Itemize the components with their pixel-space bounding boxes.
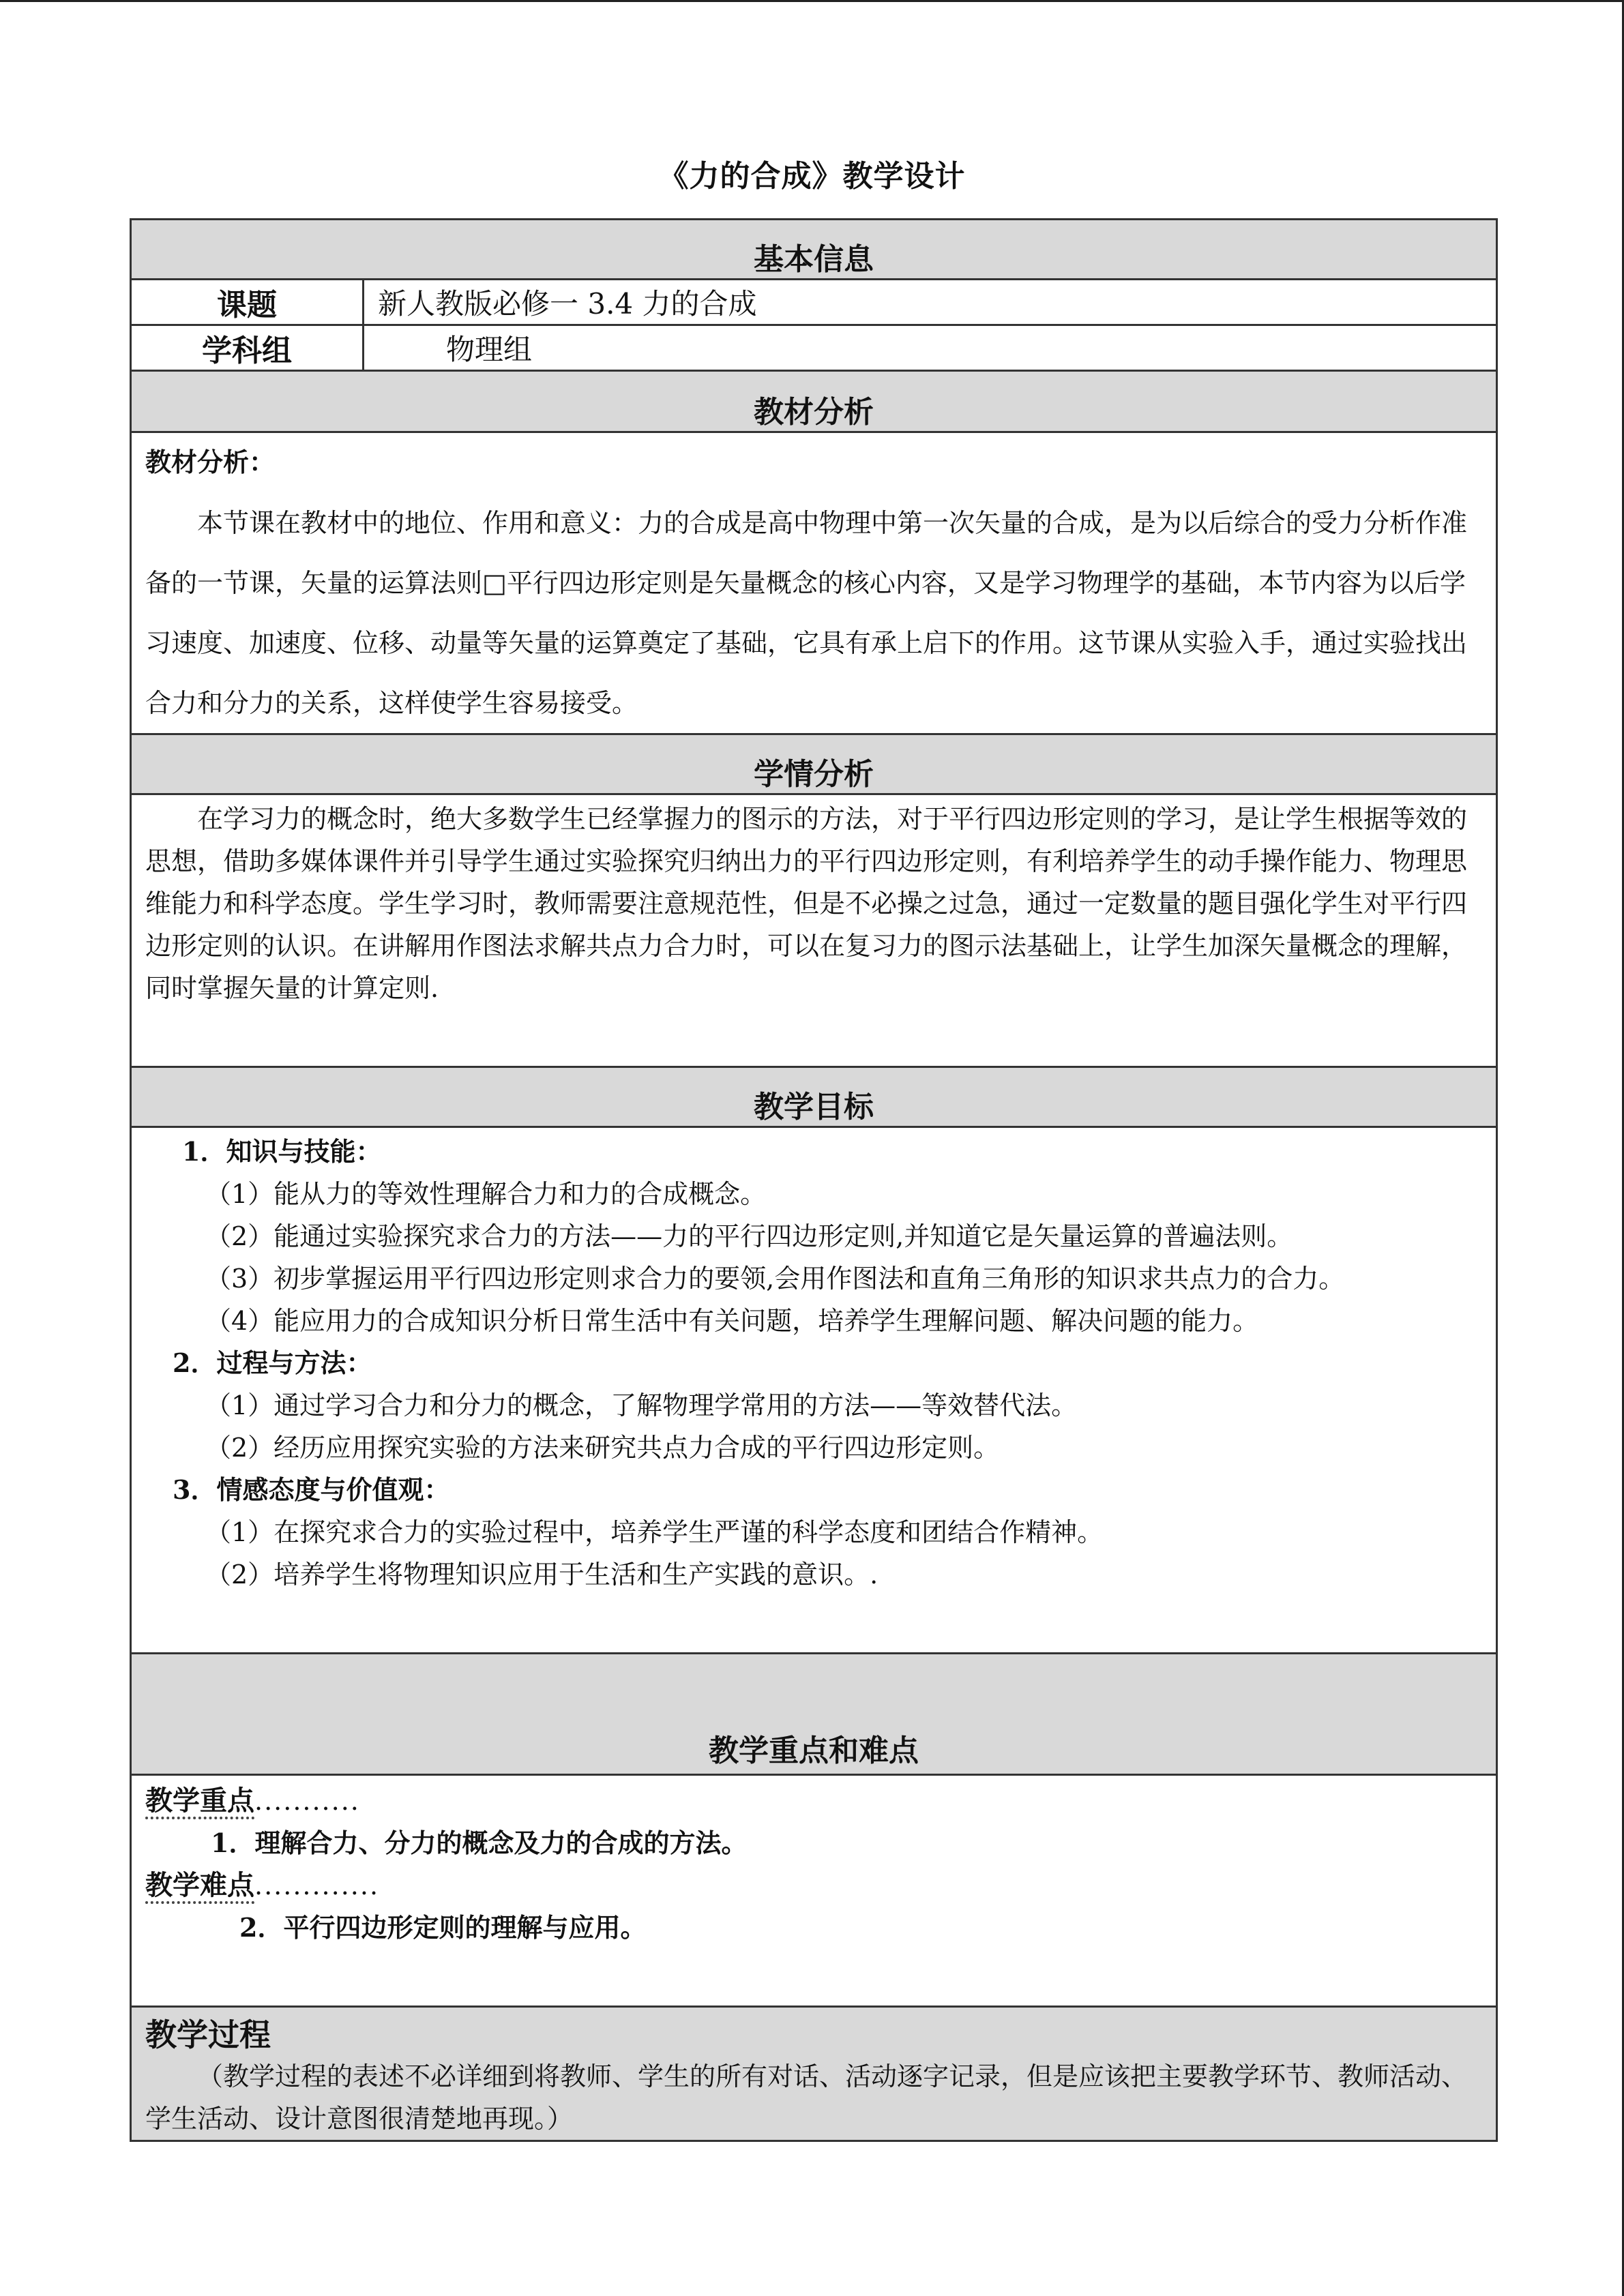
material-analysis-subtitle: 教材分析： — [145, 447, 276, 477]
objectives-cell — [131, 1127, 1497, 1654]
student-analysis-header-row — [131, 734, 1497, 794]
material-analysis-header-row — [131, 371, 1497, 432]
difficult-point-dots: ............. — [254, 1870, 380, 1900]
objectives-header: 教学目标 — [131, 1067, 1497, 1127]
lesson-plan-table — [130, 218, 1498, 2142]
objective-item: （2）能通过实验探究求合力的方法——力的平行四边形定则,并知道它是矢量运算的普遍法则。 — [205, 1221, 1293, 1251]
key-points-row — [131, 1775, 1497, 2007]
student-analysis-row — [131, 794, 1497, 1067]
document-title: 《力的合成》教学设计 — [658, 159, 966, 194]
objective-section-title: 1．知识与技能： — [182, 1136, 382, 1167]
objectives-row — [131, 1127, 1497, 1654]
material-analysis-text: 本节课在教材中的地位、作用和意义：力的合成是高中物理中第一次矢量的合成，是为以后综合的受力分析作准备的一节课，矢量的运算法则□平行四边形定则是矢量概念的核心内容，又是学习物理学的基础，本节内容为以后学习速度、加速度、位移、动量等矢量的运算奠定了基础，它具有承上启下的作用。这节课从实验入手，通过实验找出合力和分力的关系，这样使学生容易接受。 — [145, 508, 1468, 718]
objective-item: （1）通过学习合力和分力的概念，了解物理学常用的方法——等效替代法。 — [205, 1390, 1078, 1420]
subject-group-value: 物理组 — [364, 325, 1497, 371]
topic-row — [131, 280, 1497, 325]
topic-value: 新人教版必修一 3.4 力的合成 — [364, 280, 1497, 325]
objective-item: （1）能从力的等效性理解合力和力的合成概念。 — [205, 1179, 767, 1209]
objective-item: （3）初步掌握运用平行四边形定则求合力的要领,会用作图法和直角三角形的知识求共点力的合力。 — [205, 1264, 1345, 1294]
difficult-point-item: 2．平行四边形定则的理解与应用。 — [239, 1912, 647, 1943]
student-analysis-text: 在学习力的概念时，绝大多数学生已经掌握力的图示的方法，对于平行四边形定则的学习，是让学生根据等效的思想，借助多媒体课件并引导学生通过实验探究归纳出力的平行四边形定则，有利培养学生的动手操作能力、物理思维能力和科学态度。学生学习时，教师需要注意规范性，但是不必操之过急，通过一定数量的题目强化学生对平行四边形定则的认识。在讲解用作图法求解共点力合力时，可以在复习力的图示法基础上，让学生加深矢量概念的理解，同时掌握矢量的计算定则. — [145, 804, 1468, 1003]
process-row — [131, 2007, 1497, 2141]
process-title: 教学过程 — [145, 2016, 271, 2053]
student-analysis-header: 学情分析 — [131, 734, 1497, 794]
key-points-header: 教学重点和难点 — [131, 1654, 1497, 1775]
material-analysis-header: 教材分析 — [131, 371, 1497, 432]
difficult-point-label: 教学难点 — [145, 1869, 254, 1901]
objective-section-title: 2．过程与方法： — [173, 1347, 372, 1378]
key-point-item: 1．理解合力、分力的概念及力的合成的方法。 — [211, 1828, 748, 1858]
objective-item: （2）经历应用探究实验的方法来研究共点力合成的平行四边形定则。 — [205, 1433, 1000, 1463]
basic-info-header-row — [131, 220, 1497, 280]
topic-label: 课题 — [131, 280, 364, 325]
key-point-label: 教学重点 — [145, 1785, 254, 1817]
top-border-line — [0, 0, 1624, 2]
material-analysis-row — [131, 432, 1497, 734]
key-points-cell — [131, 1775, 1497, 2007]
objectives-header-row — [131, 1067, 1497, 1127]
objective-item: （1）在探究求合力的实验过程中，培养学生严谨的科学态度和团结合作精神。 — [205, 1517, 1104, 1547]
objective-section-title: 3．情感态度与价值观： — [173, 1474, 450, 1505]
key-points-header-row — [131, 1654, 1497, 1775]
basic-info-header: 基本信息 — [131, 220, 1497, 280]
key-point-dots: ........... — [254, 1786, 360, 1816]
subject-group-row — [131, 325, 1497, 371]
material-analysis-cell — [131, 432, 1497, 734]
student-analysis-cell — [131, 794, 1497, 1067]
subject-group-label: 学科组 — [131, 325, 364, 371]
process-note: （教学过程的表述不必详细到将教师、学生的所有对话、活动逐字记录，但是应该把主要教学环节、教师活动、学生活动、设计意图很清楚地再现。） — [145, 2061, 1468, 2134]
objective-item: （4）能应用力的合成知识分析日常生活中有关问题，培养学生理解问题、解决问题的能力。 — [205, 1306, 1259, 1336]
objective-item: （2）培养学生将物理知识应用于生活和生产实践的意识。. — [205, 1560, 879, 1590]
process-cell — [131, 2007, 1497, 2141]
